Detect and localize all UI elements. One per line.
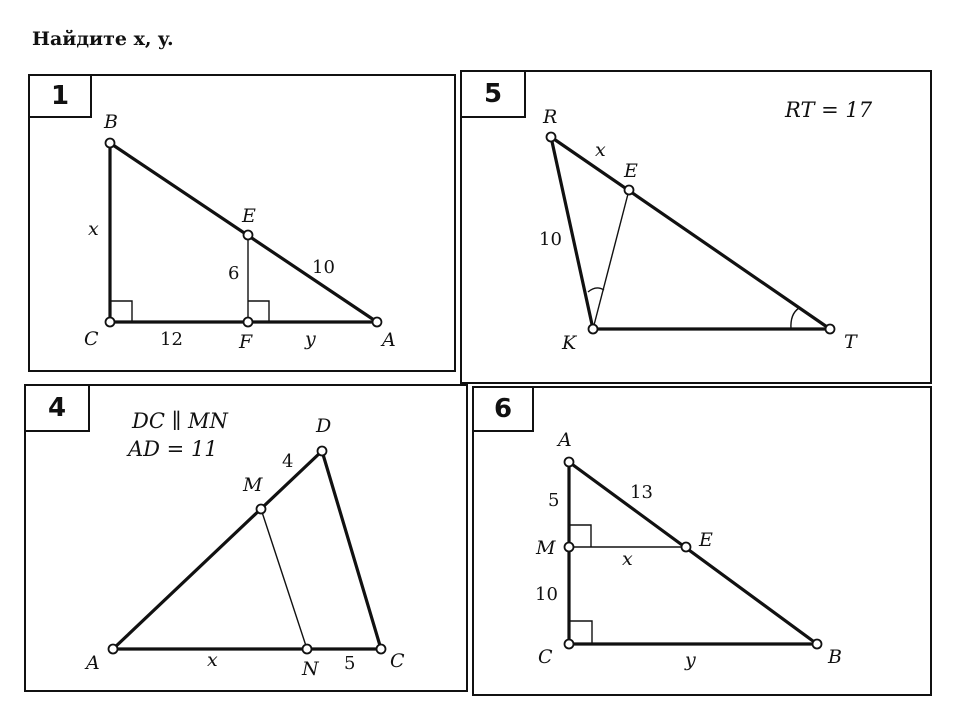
point-n <box>303 645 312 654</box>
point-e <box>244 231 253 240</box>
label-y: y <box>685 649 696 671</box>
angle-arc-t <box>791 308 799 329</box>
label-nc-5: 5 <box>344 653 356 674</box>
label-d: D <box>316 415 332 437</box>
label-k: K <box>562 332 577 354</box>
label-c: C <box>390 650 405 672</box>
point-t <box>826 325 835 334</box>
point-k <box>589 325 598 334</box>
label-c: C <box>84 328 99 350</box>
problem-1-panel <box>28 74 456 372</box>
point-c <box>377 645 386 654</box>
label-f: F <box>239 331 253 353</box>
segment-mn <box>261 509 307 649</box>
point-m <box>257 505 266 514</box>
label-a: A <box>382 329 396 351</box>
label-m: M <box>243 474 263 496</box>
label-a: A <box>558 429 572 451</box>
point-c <box>106 318 115 327</box>
label-a: A <box>86 652 100 674</box>
segment-rt <box>551 137 830 329</box>
problem-5-number: 5 <box>460 70 526 118</box>
problem-4-number: 4 <box>24 384 90 432</box>
problem-6-panel <box>472 386 932 696</box>
point-d <box>318 447 327 456</box>
label-n: N <box>302 658 319 680</box>
point-b <box>813 640 822 649</box>
condition-rt: RT = 17 <box>785 98 873 122</box>
label-ef-6: 6 <box>228 263 240 284</box>
label-x: x <box>595 139 606 161</box>
point-a <box>109 645 118 654</box>
point-a <box>565 458 574 467</box>
label-x: x <box>622 548 633 570</box>
segment-dc <box>322 451 381 649</box>
label-md-4: 4 <box>282 451 294 472</box>
point-e <box>682 543 691 552</box>
point-b <box>106 139 115 148</box>
label-x: x <box>207 649 218 671</box>
label-b: B <box>828 646 842 668</box>
problem-5-panel <box>460 70 932 384</box>
problem-4-panel <box>24 384 468 692</box>
label-x: x <box>88 218 99 240</box>
problem-1-number: 1 <box>28 74 92 118</box>
task-heading: Найдите x, y. <box>32 28 174 50</box>
point-e <box>625 186 634 195</box>
problem-1-figure <box>30 76 458 374</box>
angle-arc-k <box>588 288 604 292</box>
point-a <box>373 318 382 327</box>
label-mc-10: 10 <box>535 584 558 605</box>
point-m <box>565 543 574 552</box>
problem-4-figure <box>26 386 470 694</box>
point-f <box>244 318 253 327</box>
segment-ab <box>569 462 817 644</box>
label-b: B <box>104 111 118 133</box>
problem-6-figure <box>474 388 934 698</box>
problem-6-number: 6 <box>472 386 534 432</box>
label-y: y <box>305 328 316 350</box>
problem-5-figure <box>462 72 934 386</box>
segment-ad <box>113 451 322 649</box>
label-ae-13: 13 <box>630 482 653 503</box>
label-c: C <box>538 646 553 668</box>
label-t: T <box>844 331 857 353</box>
label-cf-12: 12 <box>160 329 183 350</box>
label-rk-10: 10 <box>539 229 562 250</box>
label-r: R <box>543 106 558 128</box>
condition-parallel: DC ∥ MN <box>132 409 228 433</box>
label-e: E <box>242 205 256 227</box>
label-e: E <box>624 160 638 182</box>
label-am-5: 5 <box>548 490 560 511</box>
point-r <box>547 133 556 142</box>
condition-ad: AD = 11 <box>128 437 218 461</box>
point-c <box>565 640 574 649</box>
label-m: M <box>536 537 556 559</box>
label-ea-10: 10 <box>312 257 335 278</box>
segment-ke <box>593 190 629 329</box>
label-e: E <box>699 529 713 551</box>
